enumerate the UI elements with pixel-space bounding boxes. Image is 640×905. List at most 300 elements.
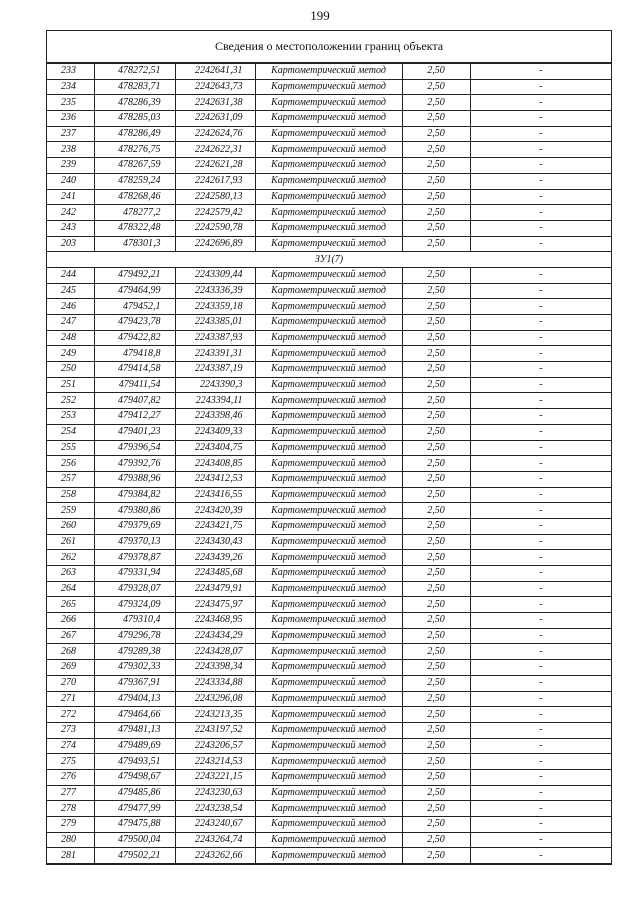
x-coordinate: 479407,82 — [94, 393, 175, 409]
accuracy-cell: 2,50 — [402, 236, 470, 252]
point-number: 238 — [47, 142, 94, 158]
accuracy-cell: 2,50 — [402, 330, 470, 346]
y-coordinate: 2243398,34 — [175, 660, 255, 676]
point-number: 237 — [47, 126, 94, 142]
y-coordinate: 2243230,63 — [175, 785, 255, 801]
table-row — [47, 158, 611, 174]
table-row — [47, 566, 611, 582]
accuracy-cell: 2,50 — [402, 456, 470, 472]
y-coordinate: 2243421,75 — [175, 518, 255, 534]
x-coordinate: 479418,8 — [94, 346, 175, 362]
table-row — [47, 722, 611, 738]
method-cell: Картометрический метод — [255, 189, 402, 205]
method-cell: Картометрический метод — [255, 330, 402, 346]
x-coordinate: 478268,46 — [94, 189, 175, 205]
accuracy-cell: 2,50 — [402, 220, 470, 236]
point-number: 240 — [47, 173, 94, 189]
point-number: 249 — [47, 346, 94, 362]
method-cell: Картометрический метод — [255, 424, 402, 440]
point-number: 266 — [47, 613, 94, 629]
description-cell: - — [470, 220, 611, 236]
accuracy-cell: 2,50 — [402, 848, 470, 864]
point-number: 275 — [47, 754, 94, 770]
description-cell: - — [470, 95, 611, 111]
x-coordinate: 479370,13 — [94, 534, 175, 550]
method-cell: Картометрический метод — [255, 377, 402, 393]
table-row — [47, 550, 611, 566]
description-cell: - — [470, 769, 611, 785]
method-cell: Картометрический метод — [255, 95, 402, 111]
table-row — [47, 330, 611, 346]
table-row — [47, 205, 611, 221]
table-row — [47, 440, 611, 456]
x-coordinate: 478272,51 — [94, 64, 175, 80]
table-row — [47, 487, 611, 503]
accuracy-cell: 2,50 — [402, 95, 470, 111]
table-row — [47, 393, 611, 409]
x-coordinate: 479498,67 — [94, 769, 175, 785]
method-cell: Картометрический метод — [255, 315, 402, 331]
accuracy-cell: 2,50 — [402, 315, 470, 331]
y-coordinate: 2243197,52 — [175, 722, 255, 738]
table-row — [47, 707, 611, 723]
table-row — [47, 581, 611, 597]
table-row — [47, 79, 611, 95]
accuracy-cell: 2,50 — [402, 64, 470, 80]
table-row — [47, 848, 611, 864]
point-number: 279 — [47, 817, 94, 833]
table-row — [47, 675, 611, 691]
point-number: 253 — [47, 409, 94, 425]
accuracy-cell: 2,50 — [402, 205, 470, 221]
section-row-group — [47, 252, 611, 268]
description-cell: - — [470, 738, 611, 754]
point-number: 274 — [47, 738, 94, 754]
method-cell: Картометрический метод — [255, 534, 402, 550]
description-cell: - — [470, 597, 611, 613]
table-row — [47, 299, 611, 315]
x-coordinate: 479500,04 — [94, 832, 175, 848]
x-coordinate: 479464,66 — [94, 707, 175, 723]
y-coordinate: 2243468,95 — [175, 613, 255, 629]
y-coordinate: 2242641,31 — [175, 64, 255, 80]
method-cell: Картометрический метод — [255, 613, 402, 629]
table-row — [47, 236, 611, 252]
y-coordinate: 2243238,54 — [175, 801, 255, 817]
y-coordinate: 2243336,39 — [175, 283, 255, 299]
method-cell: Картометрический метод — [255, 173, 402, 189]
description-cell: - — [470, 503, 611, 519]
method-cell: Картометрический метод — [255, 691, 402, 707]
description-cell: - — [470, 236, 611, 252]
x-coordinate: 479331,94 — [94, 566, 175, 582]
description-cell: - — [470, 346, 611, 362]
point-number: 250 — [47, 362, 94, 378]
point-number: 246 — [47, 299, 94, 315]
y-coordinate: 2243420,39 — [175, 503, 255, 519]
accuracy-cell: 2,50 — [402, 377, 470, 393]
table-row — [47, 377, 611, 393]
description-cell: - — [470, 158, 611, 174]
accuracy-cell: 2,50 — [402, 79, 470, 95]
y-coordinate: 2242590,78 — [175, 220, 255, 236]
description-cell: - — [470, 189, 611, 205]
accuracy-cell: 2,50 — [402, 299, 470, 315]
y-coordinate: 2243221,15 — [175, 769, 255, 785]
accuracy-cell: 2,50 — [402, 769, 470, 785]
point-number: 261 — [47, 534, 94, 550]
x-coordinate: 479324,09 — [94, 597, 175, 613]
method-cell: Картометрический метод — [255, 220, 402, 236]
description-cell: - — [470, 205, 611, 221]
description-cell: - — [470, 283, 611, 299]
y-coordinate: 2242580,13 — [175, 189, 255, 205]
description-cell: - — [470, 456, 611, 472]
point-number: 271 — [47, 691, 94, 707]
method-cell: Картометрический метод — [255, 283, 402, 299]
point-number: 263 — [47, 566, 94, 582]
point-number: 248 — [47, 330, 94, 346]
table-row — [47, 189, 611, 205]
accuracy-cell: 2,50 — [402, 111, 470, 127]
method-cell: Картометрический метод — [255, 79, 402, 95]
y-coordinate: 2243479,91 — [175, 581, 255, 597]
accuracy-cell: 2,50 — [402, 738, 470, 754]
description-cell: - — [470, 487, 611, 503]
x-coordinate: 479396,54 — [94, 440, 175, 456]
point-number: 267 — [47, 628, 94, 644]
point-number: 280 — [47, 832, 94, 848]
table-row — [47, 832, 611, 848]
accuracy-cell: 2,50 — [402, 142, 470, 158]
accuracy-cell: 2,50 — [402, 832, 470, 848]
method-cell: Картометрический метод — [255, 722, 402, 738]
y-coordinate: 2243428,07 — [175, 644, 255, 660]
method-cell: Картометрический метод — [255, 644, 402, 660]
rows-group-b — [47, 267, 611, 863]
x-coordinate: 478259,24 — [94, 173, 175, 189]
x-coordinate: 479328,07 — [94, 581, 175, 597]
method-cell: Картометрический метод — [255, 566, 402, 582]
accuracy-cell: 2,50 — [402, 393, 470, 409]
y-coordinate: 2243404,75 — [175, 440, 255, 456]
description-cell: - — [470, 550, 611, 566]
point-number: 259 — [47, 503, 94, 519]
y-coordinate: 2243387,93 — [175, 330, 255, 346]
table-row — [47, 362, 611, 378]
x-coordinate: 479411,54 — [94, 377, 175, 393]
method-cell: Картометрический метод — [255, 236, 402, 252]
description-cell: - — [470, 848, 611, 864]
description-cell: - — [470, 64, 611, 80]
table-row — [47, 691, 611, 707]
method-cell: Картометрический метод — [255, 299, 402, 315]
accuracy-cell: 2,50 — [402, 722, 470, 738]
y-coordinate: 2243385,01 — [175, 315, 255, 331]
point-number: 254 — [47, 424, 94, 440]
x-coordinate: 479464,99 — [94, 283, 175, 299]
point-number: 272 — [47, 707, 94, 723]
method-cell: Картометрический метод — [255, 518, 402, 534]
y-coordinate: 2242624,76 — [175, 126, 255, 142]
point-number: 273 — [47, 722, 94, 738]
method-cell: Картометрический метод — [255, 785, 402, 801]
x-coordinate: 479414,58 — [94, 362, 175, 378]
x-coordinate: 478301,3 — [94, 236, 175, 252]
y-coordinate: 2242617,93 — [175, 173, 255, 189]
x-coordinate: 479378,87 — [94, 550, 175, 566]
accuracy-cell: 2,50 — [402, 362, 470, 378]
x-coordinate: 479310,4 — [94, 613, 175, 629]
accuracy-cell: 2,50 — [402, 628, 470, 644]
point-number: 236 — [47, 111, 94, 127]
point-number: 251 — [47, 377, 94, 393]
x-coordinate: 478286,39 — [94, 95, 175, 111]
method-cell: Картометрический метод — [255, 346, 402, 362]
x-coordinate: 479475,88 — [94, 817, 175, 833]
description-cell: - — [470, 581, 611, 597]
description-cell: - — [470, 424, 611, 440]
y-coordinate: 2243213,35 — [175, 707, 255, 723]
x-coordinate: 479379,69 — [94, 518, 175, 534]
description-cell: - — [470, 817, 611, 833]
description-cell: - — [470, 754, 611, 770]
y-coordinate: 2243309,44 — [175, 267, 255, 283]
point-number: 243 — [47, 220, 94, 236]
description-cell: - — [470, 126, 611, 142]
method-cell: Картометрический метод — [255, 471, 402, 487]
table-row — [47, 111, 611, 127]
y-coordinate: 2242696,89 — [175, 236, 255, 252]
description-cell: - — [470, 518, 611, 534]
point-number: 234 — [47, 79, 94, 95]
y-coordinate: 2243214,53 — [175, 754, 255, 770]
method-cell: Картометрический метод — [255, 158, 402, 174]
x-coordinate: 478283,71 — [94, 79, 175, 95]
method-cell: Картометрический метод — [255, 769, 402, 785]
accuracy-cell: 2,50 — [402, 424, 470, 440]
accuracy-cell: 2,50 — [402, 550, 470, 566]
x-coordinate: 479384,82 — [94, 487, 175, 503]
boundary-table — [46, 30, 612, 865]
x-coordinate: 479423,78 — [94, 315, 175, 331]
point-number: 262 — [47, 550, 94, 566]
description-cell: - — [470, 315, 611, 331]
accuracy-cell: 2,50 — [402, 267, 470, 283]
y-coordinate: 2243394,11 — [175, 393, 255, 409]
accuracy-cell: 2,50 — [402, 675, 470, 691]
table-row — [47, 173, 611, 189]
table-row — [47, 801, 611, 817]
table-row — [47, 769, 611, 785]
accuracy-cell: 2,50 — [402, 581, 470, 597]
method-cell: Картометрический метод — [255, 675, 402, 691]
x-coordinate: 479485,86 — [94, 785, 175, 801]
accuracy-cell: 2,50 — [402, 566, 470, 582]
x-coordinate: 479492,21 — [94, 267, 175, 283]
method-cell: Картометрический метод — [255, 503, 402, 519]
x-coordinate: 479380,86 — [94, 503, 175, 519]
table-row — [47, 817, 611, 833]
description-cell: - — [470, 142, 611, 158]
table-row — [47, 64, 611, 80]
y-coordinate: 2243390,3 — [175, 377, 255, 393]
method-cell: Картометрический метод — [255, 707, 402, 723]
x-coordinate: 479502,21 — [94, 848, 175, 864]
description-cell: - — [470, 111, 611, 127]
x-coordinate: 478322,48 — [94, 220, 175, 236]
point-number: 245 — [47, 283, 94, 299]
description-cell: - — [470, 628, 611, 644]
method-cell: Картометрический метод — [255, 628, 402, 644]
table-title: Сведения о местоположении границ объекта — [47, 31, 611, 63]
section-row — [47, 252, 611, 268]
table-row — [47, 660, 611, 676]
point-number: 276 — [47, 769, 94, 785]
table-row — [47, 754, 611, 770]
method-cell: Картометрический метод — [255, 142, 402, 158]
x-coordinate: 479296,78 — [94, 628, 175, 644]
point-number: 281 — [47, 848, 94, 864]
accuracy-cell: 2,50 — [402, 644, 470, 660]
method-cell: Картометрический метод — [255, 817, 402, 833]
method-cell: Картометрический метод — [255, 440, 402, 456]
y-coordinate: 2242579,42 — [175, 205, 255, 221]
point-number: 278 — [47, 801, 94, 817]
x-coordinate: 479404,13 — [94, 691, 175, 707]
description-cell: - — [470, 377, 611, 393]
x-coordinate: 478286,49 — [94, 126, 175, 142]
table-row — [47, 518, 611, 534]
description-cell: - — [470, 832, 611, 848]
table-row — [47, 471, 611, 487]
page-number: 199 — [310, 8, 330, 23]
y-coordinate: 2243387,19 — [175, 362, 255, 378]
description-cell: - — [470, 691, 611, 707]
method-cell: Картометрический метод — [255, 111, 402, 127]
y-coordinate: 2243475,97 — [175, 597, 255, 613]
method-cell: Картометрический метод — [255, 205, 402, 221]
point-number: 258 — [47, 487, 94, 503]
table-row — [47, 424, 611, 440]
method-cell: Картометрический метод — [255, 393, 402, 409]
y-coordinate: 2243439,26 — [175, 550, 255, 566]
table-row — [47, 126, 611, 142]
y-coordinate: 2242631,09 — [175, 111, 255, 127]
point-number: 265 — [47, 597, 94, 613]
y-coordinate: 2243240,67 — [175, 817, 255, 833]
description-cell: - — [470, 330, 611, 346]
y-coordinate: 2243412,53 — [175, 471, 255, 487]
description-cell: - — [470, 660, 611, 676]
x-coordinate: 479422,82 — [94, 330, 175, 346]
table-row — [47, 628, 611, 644]
point-number: 241 — [47, 189, 94, 205]
method-cell: Картометрический метод — [255, 64, 402, 80]
point-number: 235 — [47, 95, 94, 111]
point-number: 233 — [47, 64, 94, 80]
table-row — [47, 456, 611, 472]
x-coordinate: 478276,75 — [94, 142, 175, 158]
method-cell: Картометрический метод — [255, 597, 402, 613]
point-number: 257 — [47, 471, 94, 487]
point-number: 260 — [47, 518, 94, 534]
table-row — [47, 503, 611, 519]
y-coordinate: 2242631,38 — [175, 95, 255, 111]
accuracy-cell: 2,50 — [402, 283, 470, 299]
point-number: 277 — [47, 785, 94, 801]
x-coordinate: 479388,96 — [94, 471, 175, 487]
accuracy-cell: 2,50 — [402, 440, 470, 456]
accuracy-cell: 2,50 — [402, 518, 470, 534]
description-cell: - — [470, 801, 611, 817]
accuracy-cell: 2,50 — [402, 660, 470, 676]
accuracy-cell: 2,50 — [402, 487, 470, 503]
description-cell: - — [470, 722, 611, 738]
table-row — [47, 644, 611, 660]
method-cell: Картометрический метод — [255, 581, 402, 597]
table-row — [47, 267, 611, 283]
x-coordinate: 478267,59 — [94, 158, 175, 174]
accuracy-cell: 2,50 — [402, 597, 470, 613]
description-cell: - — [470, 299, 611, 315]
table-row — [47, 785, 611, 801]
coordinates-table — [47, 63, 611, 864]
description-cell: - — [470, 534, 611, 550]
x-coordinate: 479481,13 — [94, 722, 175, 738]
accuracy-cell: 2,50 — [402, 785, 470, 801]
accuracy-cell: 2,50 — [402, 409, 470, 425]
table-row — [47, 220, 611, 236]
x-coordinate: 479302,33 — [94, 660, 175, 676]
point-number: 269 — [47, 660, 94, 676]
x-coordinate: 478277,2 — [94, 205, 175, 221]
point-number: 244 — [47, 267, 94, 283]
point-number: 252 — [47, 393, 94, 409]
table-row — [47, 283, 611, 299]
point-number: 268 — [47, 644, 94, 660]
rows-group-a — [47, 64, 611, 252]
description-cell: - — [470, 613, 611, 629]
description-cell: - — [470, 173, 611, 189]
y-coordinate: 2242643,73 — [175, 79, 255, 95]
y-coordinate: 2243206,57 — [175, 738, 255, 754]
y-coordinate: 2242622,31 — [175, 142, 255, 158]
description-cell: - — [470, 267, 611, 283]
x-coordinate: 479412,27 — [94, 409, 175, 425]
x-coordinate: 479477,99 — [94, 801, 175, 817]
table-row — [47, 597, 611, 613]
x-coordinate: 479452,1 — [94, 299, 175, 315]
method-cell: Картометрический метод — [255, 660, 402, 676]
method-cell: Картометрический метод — [255, 801, 402, 817]
description-cell: - — [470, 707, 611, 723]
description-cell: - — [470, 566, 611, 582]
accuracy-cell: 2,50 — [402, 817, 470, 833]
y-coordinate: 2243262,66 — [175, 848, 255, 864]
point-number: 203 — [47, 236, 94, 252]
accuracy-cell: 2,50 — [402, 707, 470, 723]
point-number: 247 — [47, 315, 94, 331]
point-number: 255 — [47, 440, 94, 456]
accuracy-cell: 2,50 — [402, 613, 470, 629]
accuracy-cell: 2,50 — [402, 173, 470, 189]
description-cell: - — [470, 644, 611, 660]
x-coordinate: 479401,23 — [94, 424, 175, 440]
accuracy-cell: 2,50 — [402, 503, 470, 519]
table-row — [47, 534, 611, 550]
y-coordinate: 2242621,28 — [175, 158, 255, 174]
